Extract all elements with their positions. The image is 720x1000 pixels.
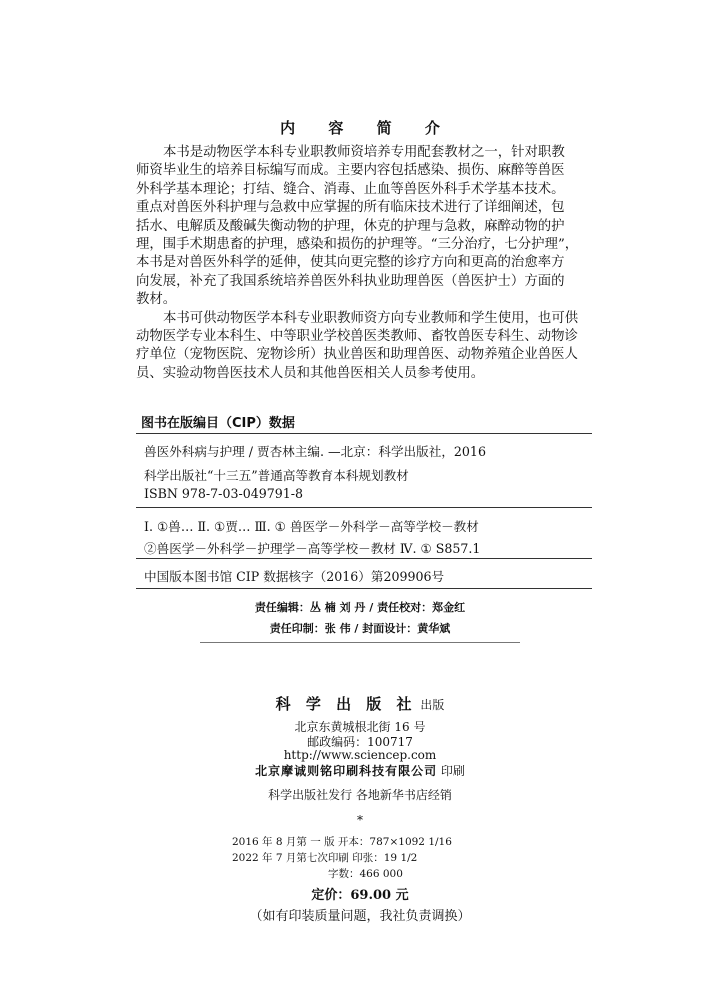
summary-line: 师资毕业生的培养目标编写而成。主要内容包括感染、损伤、麻醉等兽医 xyxy=(136,163,565,179)
cip-series-line: 科学出版社“十三五”普通高等教育本科规划教材 xyxy=(144,468,409,483)
distribution-line: 科学出版社发行 各地新华书店经销 xyxy=(268,788,452,802)
publisher-suffix: 出版 xyxy=(420,698,445,712)
publisher-name: 科 学 出 版 社 xyxy=(275,695,417,713)
word-count: 字数：466 000 xyxy=(328,868,403,880)
summary-line: 括水、电解质及酸碱失衡动物的护理，休克的护理与急救，麻醉动物的护 xyxy=(136,218,565,234)
summary-line: 本书是对兽医外科学的延伸，使其向更完整的诊疗方向和更高的治愈率方 xyxy=(136,255,565,271)
cip-classification-line: ②兽医学－外科学－护理学－高等学校－教材 Ⅳ. ① S857.1 xyxy=(144,541,481,556)
summary-line: 向发展，补充了我国系统培养兽医外科执业助理兽医（兽医护士）方面的 xyxy=(136,273,565,289)
publisher-address: 北京东黄城根北街 16 号 xyxy=(294,720,426,734)
summary-line: 理，围手术期患畜的护理，感染和损伤的护理等。“三分治疗，七分护理”， xyxy=(136,236,579,252)
divider xyxy=(136,588,592,589)
printing-line: 2022 年 7 月第七次印刷 印张：19 1/2 xyxy=(232,852,418,864)
edition-line: 2016 年 8 月第 一 版 开本：787×1092 1/16 xyxy=(232,836,452,848)
publisher-line xyxy=(0,693,720,714)
printer-line xyxy=(0,762,720,779)
summary-line: 疗单位（宠物医院、宠物诊所）执业兽医和助理兽医、动物养殖企业兽医人 xyxy=(136,347,578,363)
cip-record-line: 中国版本图书馆 CIP 数据核字（2016）第209906号 xyxy=(144,569,445,584)
printer-suffix: 印刷 xyxy=(440,764,465,778)
printer-name: 北京摩诚则铭印刷科技有限公司 xyxy=(255,764,438,778)
separator-star: * xyxy=(357,813,363,827)
divider xyxy=(136,558,592,559)
publisher-website: http://www.sciencep.com xyxy=(283,748,437,762)
price: 定价：69.00 元 xyxy=(311,888,409,903)
summary-line: 本书是动物医学本科专业职教师资培养专用配套教材之一，针对职教 xyxy=(163,145,565,160)
summary-line: 员、实验动物兽医技术人员和其他兽医相关人员参考使用。 xyxy=(136,365,485,381)
divider xyxy=(200,642,520,643)
publisher-postcode: 邮政编码：100717 xyxy=(307,735,413,749)
summary-line: 外科学基本理论；打结、缝合、消毒、止血等兽医外科手术学基本技术。 xyxy=(136,181,565,197)
cip-classification-line: Ⅰ. ①兽… Ⅱ. ①贾… Ⅲ. ① 兽医学－外科学－高等学校－教材 xyxy=(144,519,479,534)
editor-credits: 责任编辑：丛 楠 刘 丹 / 责任校对：郑金红 xyxy=(254,601,466,614)
summary-line: 本书可供动物医学本科专业职教师资方向专业教师和学生使用，也可供 xyxy=(163,310,579,326)
divider xyxy=(136,433,592,434)
summary-line: 动物医学专业本科生、中等职业学校兽医类教师、畜牧兽医专科生、动物诊 xyxy=(136,328,578,344)
summary-line: 教材。 xyxy=(136,292,177,308)
cip-title-line: 兽医外科病与护理 / 贾杏林主编. —北京：科学出版社，2016 xyxy=(144,444,486,459)
divider xyxy=(136,507,592,508)
summary-line: 重点对兽医外科护理与急救中应掌握的所有临床技术进行了详细阐述，包 xyxy=(136,200,565,216)
cip-isbn-line: ISBN 978-7-03-049791-8 xyxy=(144,486,304,501)
page-title: 内 容 简 介 xyxy=(280,119,454,137)
cip-heading: 图书在版编目（CIP）数据 xyxy=(141,416,295,431)
summary-text xyxy=(136,144,592,383)
production-credits: 责任印制：张 伟 / 封面设计：黄华斌 xyxy=(269,622,451,635)
quality-note: （如有印装质量问题，我社负责调换） xyxy=(249,909,471,924)
